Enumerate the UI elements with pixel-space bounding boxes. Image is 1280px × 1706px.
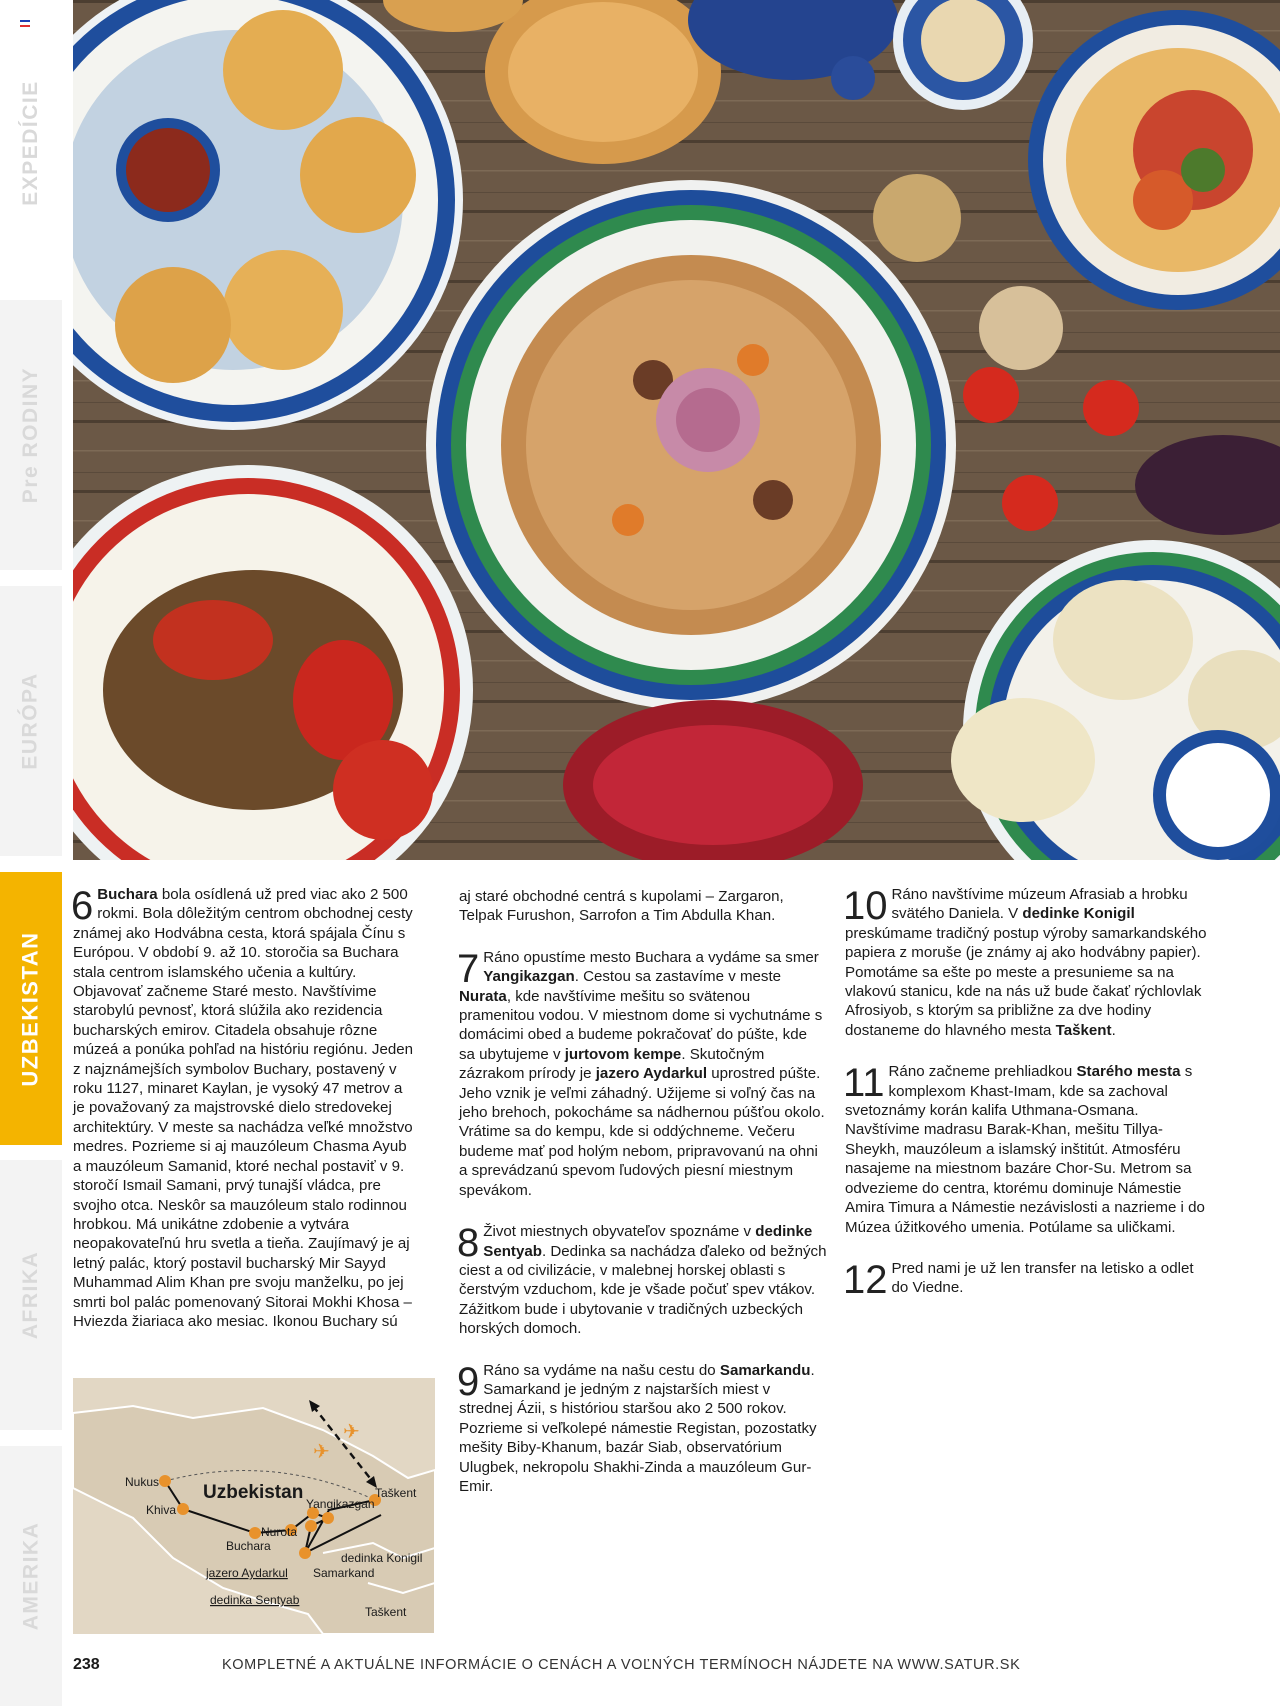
section-sidebar	[0, 0, 62, 1706]
place-konigil: dedinke Konigil	[1022, 905, 1135, 923]
day-number: 7	[457, 946, 480, 991]
day-text: preskúmame tradičný postup výroby samarkandského papiera z moruše (je známy aj ako hodvábny papier). Pomotáme sa ešte po meste a presunieme sa na vlakovú stanicu, kde na nás už bude čakať rýchlovlak Afrosiyob, s ktorým sa približne za dve hodiny dostaneme do hlavného mesta	[845, 924, 1207, 1039]
tab-amerika[interactable]	[0, 1446, 62, 1706]
plane-icon: ✈	[343, 1421, 360, 1443]
text-column-1	[73, 885, 416, 1331]
day-text: Ráno navštívime múzeum Afrasiab a hrobku svätého Daniela. V	[891, 886, 1188, 923]
day-number: 11	[843, 1061, 885, 1106]
route-map	[73, 1378, 435, 1634]
day-9	[459, 1361, 827, 1497]
text-column-2	[459, 887, 827, 1496]
tab-label: EURÓPA	[19, 672, 43, 770]
map-label-taskent-top: Taškent	[375, 1486, 417, 1500]
map-label-aydarkul: jazero Aydarkul	[206, 1566, 288, 1580]
place-yangikazgan: Yangikazgan	[483, 968, 575, 986]
day-text: Ráno začneme prehliadkou	[888, 1063, 1077, 1081]
map-label-samarkand: Samarkand	[313, 1566, 375, 1580]
place-jurtovy-kemp: jurtovom kempe	[564, 1045, 682, 1063]
hero-food-photo	[73, 0, 1280, 860]
map-label-nurota: Nurota	[261, 1525, 298, 1539]
day-7	[459, 948, 827, 1200]
day-text: Život miestnych obyvateľov spoznáme v	[483, 1223, 756, 1241]
day-text: s komplexom Khast-Imam, kde sa zachoval svetoznámy korán kalifa Uthmana-Osmana. Navštívime madrasu Barak-Khan, mešitu Tillya-Sheykh, mauzóleum a islamský inštitút. Atmosféru nasajeme na miestnom bazáre Chor-Su. Metrom sa odvezieme do centra, ktorému dominuje Námestie Amira Timura a Námestie nezávislosti a nazrieme i do Múzea úžitkového umenia. Potúlame sa uličkami.	[845, 1063, 1205, 1236]
map-title: Uzbekistan	[203, 1482, 304, 1503]
day-text: aj staré obchodné centrá s kupolami – Zargaron, Telpak Furushon, Sarrofon a Tim Abdulla Khan.	[459, 888, 784, 925]
place-taskent: Taškent	[1055, 1021, 1112, 1039]
map-label-sentyab: dedinka Sentyab	[210, 1593, 300, 1607]
day-number: 8	[457, 1221, 480, 1266]
place-samarkand: Samarkandu	[719, 1361, 811, 1379]
day-6-continued	[459, 887, 827, 926]
footer-info-text: KOMPLETNÉ A AKTUÁLNE INFORMÁCIE O CENÁCH A VOĽNÝCH TERMÍNOCH NÁJDETE NA WWW.SATUR.SK	[222, 1657, 1021, 1673]
place-buchara: Buchara	[97, 886, 158, 903]
tab-expedicie[interactable]	[0, 0, 62, 285]
day-text: Ráno sa vydáme na našu cestu do	[483, 1361, 720, 1379]
day-number: 9	[457, 1359, 480, 1404]
day-12	[843, 1257, 1211, 1302]
tab-label: UZBEKISTAN	[18, 930, 43, 1087]
map-label-buchara: Buchara	[226, 1539, 271, 1553]
page-number: 238	[73, 1656, 100, 1673]
tab-afrika[interactable]	[0, 1160, 62, 1430]
day-11	[845, 1062, 1211, 1237]
place-aydarkul: jazero Aydarkul	[595, 1065, 708, 1083]
tab-europa[interactable]	[0, 586, 62, 856]
day-text: . Cestou sa zastavíme v meste	[574, 968, 782, 986]
food-illustration	[73, 0, 1280, 860]
day-number: 12	[843, 1257, 888, 1302]
tab-uzbekistan[interactable]	[0, 872, 62, 1145]
day-number: 6	[71, 884, 94, 928]
day-8	[459, 1222, 827, 1338]
day-10	[845, 885, 1211, 1040]
day-number: 10	[843, 884, 888, 928]
text-column-3	[843, 884, 1211, 1302]
tab-pre-rodiny[interactable]	[0, 300, 62, 570]
day-text: .	[1111, 1021, 1116, 1039]
route-map-svg	[73, 1378, 435, 1634]
day-text: . Samarkand je jedným z najstarších miest v strednej Ázii, s históriou staršou ako 2 500 rokov. Pozrieme si veľkolepé námestie Registan, pozostatky mešity Biby-Khanum, bazár Siab, observatórium Ulugbek, nekropolu Shakhi-Zinda a mauzóleum Gur-Emir.	[459, 1361, 817, 1495]
place-nurata: Nurata	[459, 987, 507, 1005]
day-6	[73, 885, 416, 1331]
day-text: . Dedinka sa nachádza ďaleko od bežných ciest a od civilizácie, v malebnej horskej oblasti s čerstvým vzduchom, kde je všade počuť spev vtákov. Zážitkom bude i ubytovanie v tradičných uzbeckých horských domoch.	[459, 1242, 827, 1338]
day-text: . Skutočným zázrakom prírody je	[459, 1045, 765, 1083]
day-text: bola osídlená už pred viac ako 2 500 rokmi. Bola dôležitým centrom obchodnej cesty známej ako Hodvábna cesta, ktorá spájala Čínu s Európou. V období 9. až 10. storočia sa Buchara stala centrom islamského učenia a kultúry. Objavovať začneme Staré mesto. Navštívime starobylú pevnosť, ktorá slúžila ako rezidencia bucharských emirov. Citadela obsahuje rôzne múzeá a ponúka pohľad na históriu regiónu. Jeden z najznámejších symbolov Buchary, postavený v roku 1127, minaret Kaylan, je vysoký 47 metrov a je považovaný za majstrovské dielo stredovekej architektúry. V meste sa nachádza veľké množstvo medres. Pozrieme si aj mauzóleum Chasma Ayub a mauzóleum Samanid, ktoré nechal postaviť v 9. storočí Ismail Samani, prvý tunajší vládca, pre svojho otca. Neskôr sa mauzóleum stalo rodinnou hrobkou. Má unikátne zdobenie a vytvára neopakovateľnú hru svetla a tieňa. Zaujímavý je aj letný palác, ktorý postavil bucharský Mir Sayyd Muhammad Alim Khan pre svoju manželku, po jej smrti bol palác pomenovaný Sitorai Mokhi Khosa – Hviezda žiariaca ako mesiac. Ikonou Buchary sú	[73, 886, 414, 1330]
place-sentyab: dedinke Sentyab	[483, 1223, 813, 1260]
day-text: , kde navštívime mešitu so svätenou pramenitou vodou. V miestnom dome si vychutnáme s domácimi obed a budeme pokračovať do púšte, kde sa ubytujeme v	[459, 987, 823, 1063]
day-text: Pred nami je už len transfer na letisko a odlet do Viedne.	[891, 1259, 1194, 1297]
tab-label: EXPEDÍCIE	[19, 79, 43, 206]
map-label-konigil: dedinka Konigil	[341, 1551, 423, 1565]
day-text: Ráno opustíme mesto Buchara a vydáme sa smer	[483, 948, 819, 966]
tab-label: AFRIKA	[19, 1250, 43, 1340]
map-label-nukus: Nukus	[125, 1475, 160, 1489]
map-label-khiva: Khiva	[146, 1503, 177, 1517]
day-text: uprostred púšte. Jeho vznik je veľmi záhadný. Užijeme si voľný čas na jeho brehoch, pokocháme sa nádhernou púšťou okolo. Vrátime sa do kempu, kde si oddýchneme. Večeru budeme mať pod holým nebom, pripravovanú na ohni a sprevádzanú spevom ľudových piesní miestnym spevákom.	[459, 1065, 825, 1199]
map-label-yangikazgan: Yangikazgan	[306, 1497, 375, 1511]
place-stare-mesto: Starého mesta	[1076, 1063, 1181, 1081]
plane-icon: ✈	[313, 1441, 330, 1463]
map-label-taskent-bottom: Taškent	[365, 1605, 407, 1619]
tab-label: Pre RODINY	[19, 366, 42, 504]
tab-label: AMERIKA	[19, 1521, 42, 1631]
